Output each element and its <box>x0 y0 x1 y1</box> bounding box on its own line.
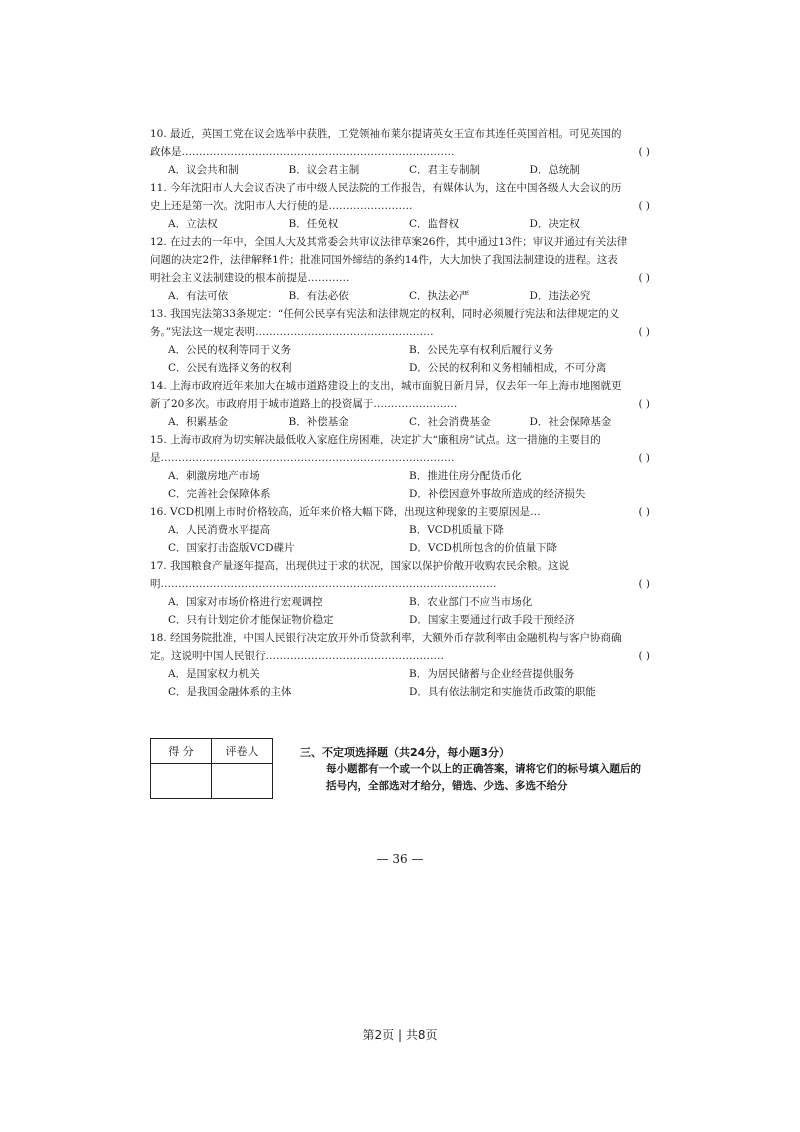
options <box>150 593 650 629</box>
answer-bracket: ( ) <box>638 506 650 518</box>
option-c: C．是我国金融体系的主体 <box>168 686 292 698</box>
question-stem: 10. 最近，英国工党在议会选举中获胜，工党领袖布莱尔提请英女王宣布其连任英国首相。可见英国的政体是…………………………………………………………………… <box>150 128 622 158</box>
question-14 <box>150 377 650 431</box>
option-c: C．君主专制制 <box>409 164 481 176</box>
option-b: B．补偿基金 <box>288 416 349 428</box>
question-stem: 16. VCD机刚上市时价格较高，近年来价格大幅下降，出现这种现象的主要原因是… <box>150 506 541 518</box>
option-c: C．国家打击盗版VCD碟片 <box>168 542 295 554</box>
answer-bracket: ( ) <box>638 326 650 338</box>
answer-bracket: ( ) <box>638 650 650 662</box>
option-c: C．完善社会保障体系 <box>168 488 271 500</box>
option-c: C．监督权 <box>409 218 460 230</box>
question-10 <box>150 125 650 179</box>
question-list <box>150 125 650 701</box>
option-a: A．国家对市场价格进行宏观调控 <box>168 596 323 608</box>
question-stem: 15. 上海市政府为切实解决最低收入家庭住房困难，决定扩大“廉租房”试点。这一措施的主要目的是………………………………………………………………………… <box>150 434 601 464</box>
question-12 <box>150 233 650 305</box>
question-15 <box>150 431 650 503</box>
question-stem: 13. 我国宪法第33条规定：“任何公民享有宪法和法律规定的权利，同时必须履行宪法和法律规定的义务。”宪法这一规定表明…………………………………………… <box>150 308 620 338</box>
answer-bracket: ( ) <box>638 200 650 212</box>
option-a: A．公民的权利等同于义务 <box>168 344 292 356</box>
score-cell[interactable] <box>151 764 212 799</box>
page-footer: 第2页 | 共8页 <box>362 1028 438 1042</box>
section-instructions: 每小题都有一个或一个以上的正确答案，请将它们的标号填入题后的括号内，全部选对才给分，错选、少选、多选不给分 <box>326 763 641 792</box>
page-number: — 36 — <box>376 852 424 866</box>
question-16 <box>150 503 650 557</box>
option-d: D．VCD机所包含的价值量下降 <box>409 542 557 554</box>
option-d: D．总统制 <box>529 164 580 176</box>
option-d: D．违法必究 <box>529 290 591 302</box>
option-b: B．VCD机质量下降 <box>409 524 504 536</box>
section-title: 三、不定项选择题（共24分，每小题3分） <box>300 746 510 759</box>
option-d: D．具有依法制定和实施货币政策的职能 <box>409 686 596 698</box>
score-label: 得 分 <box>151 739 212 764</box>
option-a: A．是国家权力机关 <box>168 668 260 680</box>
answer-bracket: ( ) <box>638 578 650 590</box>
option-d: D．公民的权利和义务相辅相成，不可分离 <box>409 362 607 374</box>
option-b: B．议会君主制 <box>288 164 360 176</box>
option-d: D．国家主要通过行政手段干预经济 <box>409 614 575 626</box>
question-18 <box>150 629 650 701</box>
question-stem: 14. 上海市政府近年来加大在城市道路建设上的支出，城市面貌日新月异，仅去年一年上海市地图就更新了20多次。市政府用于城市道路上的投资属于…………………… <box>150 380 622 410</box>
question-stem: 18. 经国务院批准，中国人民银行决定放开外币贷款利率，大额外币存款利率由金融机构与客户协商确定。这说明中国人民银行…………………………………………… <box>150 632 622 662</box>
option-c: C．执法必严 <box>409 290 470 302</box>
options <box>150 413 650 431</box>
options <box>150 215 650 233</box>
option-a: A．议会共和制 <box>168 164 239 176</box>
answer-bracket: ( ) <box>638 398 650 410</box>
options <box>150 467 650 503</box>
option-a: A．立法权 <box>168 218 218 230</box>
question-stem: 11. 今年沈阳市人大会议否决了市中级人民法院的工作报告，有媒体认为，这在中国各级人大会议的历史上还是第一次。沈阳市人大行使的是…………………… <box>150 182 622 212</box>
question-13 <box>150 305 650 377</box>
option-d: D．决定权 <box>529 218 580 230</box>
grader-cell[interactable] <box>212 764 273 799</box>
option-a: A．积累基金 <box>168 416 229 428</box>
option-c: C．社会消费基金 <box>409 416 491 428</box>
options <box>150 521 650 557</box>
question-17 <box>150 557 650 629</box>
question-stem: 17. 我国粮食产量逐年提高，出现供过于求的状况，国家以保护价敞开收购农民余粮。这说明…………………………………………………………………………………… <box>150 560 570 590</box>
option-c: C．只有计划定价才能保证物价稳定 <box>168 614 334 626</box>
option-b: B．任免权 <box>288 218 339 230</box>
option-b: B．公民先享有权利后履行义务 <box>409 344 554 356</box>
options <box>150 287 650 305</box>
answer-bracket: ( ) <box>638 272 650 284</box>
options <box>150 161 650 179</box>
section-header <box>300 744 650 795</box>
options <box>150 665 650 701</box>
answer-bracket: ( ) <box>638 452 650 464</box>
answer-bracket: ( ) <box>638 146 650 158</box>
question-11 <box>150 179 650 233</box>
option-d: D．社会保障基金 <box>529 416 612 428</box>
option-c: C．公民有选择义务的权利 <box>168 362 292 374</box>
question-stem: 12. 在过去的一年中，全国人大及其常委会共审议法律草案26件，其中通过13件；审议并通过有关法律问题的决定2件，法律解释1件；批准同国外缔结的条约14件，大大加快了我国法制建设的进程。这表明社会主义法制建设的根本前提是………… <box>150 236 628 284</box>
option-a: A．有法可依 <box>168 290 229 302</box>
option-d: D．补偿因意外事故所造成的经济损失 <box>409 488 586 500</box>
option-a: A．人民消费水平提高 <box>168 524 271 536</box>
option-b: B．农业部门不应当市场化 <box>409 596 533 608</box>
option-b: B．为居民储蓄与企业经营提供服务 <box>409 668 575 680</box>
option-b: B．推进住房分配货币化 <box>409 470 522 482</box>
grader-label: 评卷人 <box>212 739 273 764</box>
option-b: B．有法必依 <box>288 290 349 302</box>
grading-box <box>150 738 273 799</box>
options <box>150 341 650 377</box>
option-a: A．刺激房地产市场 <box>168 470 260 482</box>
